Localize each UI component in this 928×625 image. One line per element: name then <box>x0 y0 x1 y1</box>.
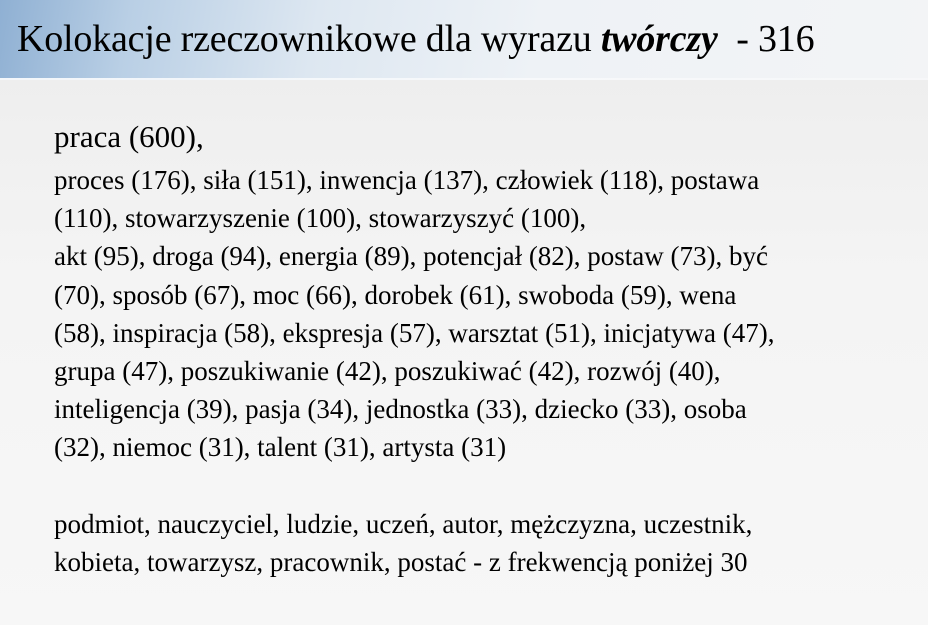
top-collocation: praca (600), <box>54 119 204 154</box>
collocation-line-5: (58), inspiracja (58), ekspresja (57), warsztat (51), inicjatywa (47), <box>54 317 775 348</box>
collocation-line-2: (110), stowarzyszenie (100), stowarzyszyć (100), <box>54 203 587 234</box>
collocation-line-1: proces (176), siła (151), inwencja (137), człowiek (118), postawa <box>54 165 760 195</box>
collocation-line-8: (32), niemoc (31), talent (31), artysta (31) <box>54 432 507 463</box>
collocation-list <box>54 161 920 467</box>
slide-title <box>17 14 814 64</box>
title-band <box>0 0 928 80</box>
collocation-line-7: inteligencja (39), pasja (34), jednostka (33), dziecko (33), osoba <box>54 394 747 425</box>
title-keyword: twórczy <box>600 18 718 60</box>
paragraph-gap <box>54 467 920 505</box>
collocation-line-6: grupa (47), poszukiwanie (42), poszukiwać (42), rozwój (40), <box>54 356 721 387</box>
collocation-line-3: akt (95), droga (94), energia (89), potencjał (82), postaw (73), być <box>54 241 769 272</box>
low-frequency-line-2: kobieta, towarzysz, pracownik, postać - z frekwencją poniżej 30 <box>54 546 748 577</box>
collocation-line-4: (70), sposób (67), moc (66), dorobek (61), swoboda (59), wena <box>54 279 737 310</box>
slide-body <box>54 113 920 581</box>
low-frequency-list <box>54 505 920 581</box>
low-frequency-line-1: podmiot, nauczyciel, ludzie, uczeń, autor, mężczyzna, uczestnik, <box>54 508 753 539</box>
title-prefix: Kolokacje rzeczownikowe dla wyrazu <box>17 18 601 60</box>
title-suffix: - 316 <box>717 18 815 60</box>
